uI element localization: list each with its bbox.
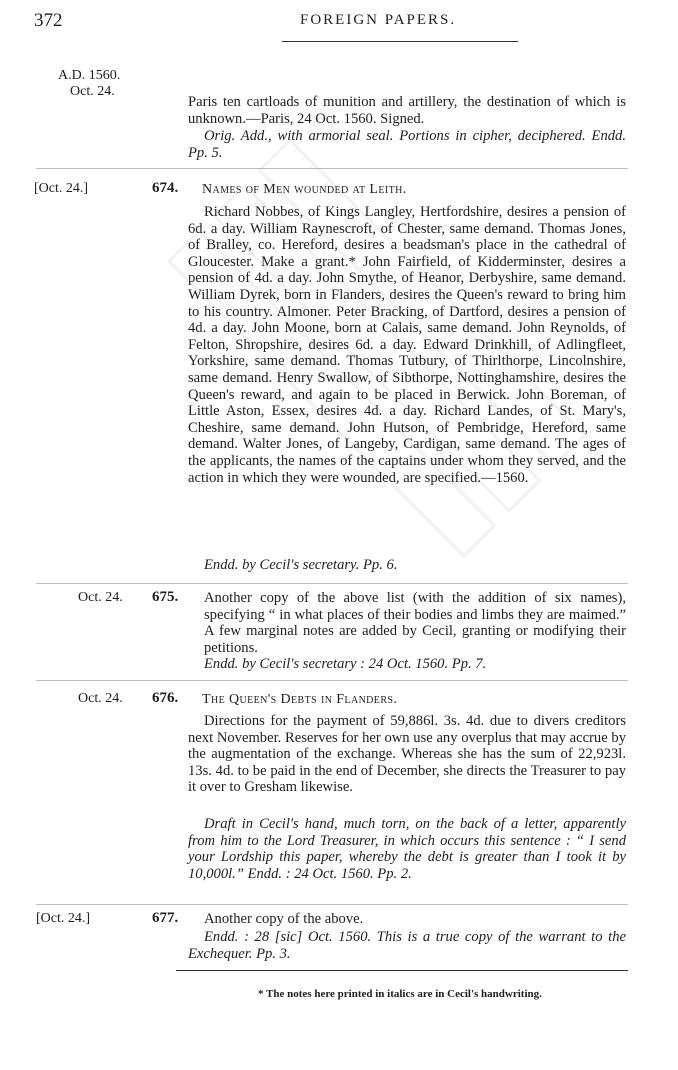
entry-separator: [36, 904, 628, 905]
header-rule: [282, 41, 518, 42]
footnote: * The notes here printed in italics are in Cecil's handwriting.: [258, 988, 542, 1000]
entry-separator: [36, 168, 628, 169]
entry-separator: [36, 583, 628, 584]
entry-677-body: Another copy of the above.: [204, 911, 364, 927]
entry-677-date: [Oct. 24.]: [36, 911, 91, 926]
entry-675-body: Another copy of the above list (with the addition of six names), specifying “ in what places of their bodies and limbs they are maimed.” A few marginal notes are added by Cecil, granting or modifying their petitions.: [204, 590, 626, 656]
entry-675-number: 675.: [152, 589, 179, 605]
entry-674-title: Names of Men wounded at Leith.: [202, 182, 407, 197]
entry-676-note: Draft in Cecil's hand, much torn, on the back of a letter, apparently from him to the Lord Treasurer, in which occurs this sentence : “ I send your Lordship this paper, whereby the debt is greater than I took it by 10,000l.” Endd. : 24 Oct. 1560. Pp. 2.: [188, 816, 626, 882]
entry-677-number: 677.: [152, 910, 179, 926]
entry-676-number: 676.: [152, 690, 179, 706]
margin-date: Oct. 24.: [70, 84, 115, 99]
entry-676-body: Directions for the payment of 59,886l. 3s. 4d. due to divers creditors next November. Reserves for her own use any overplus that may accrue by the augmentation of the exchange. Whereas she has the sum of 22,923l. 13s. 4d. to be paid in the end of December, she directs the Treasurer to pay it over to Gresham likewise.: [188, 713, 626, 796]
entry-674-number: 674.: [152, 180, 179, 196]
entry-676-date: Oct. 24.: [78, 691, 123, 706]
entry-674-date: [Oct. 24.]: [34, 181, 89, 196]
entry-677-note: Endd. : 28 [sic] Oct. 1560. This is a true copy of the warrant to the Exchequer. Pp. 3.: [188, 929, 626, 962]
entry-674-body: Richard Nobbes, of Kings Langley, Hertfordshire, desires a pension of 6d. a day. William Raynescroft, of Chester, same demand. Thomas Jones, of Bralley, co. Hereford, desires a beadsman's place in the cathedral of Gloucester. Make a grant.* John Fairfield, of Kidderminster, desires a pension of 4d. a day. John Smythe, of Heanor, Derbyshire, same demand. William Dyrek, born in Flanders, desires the Queen's reward to bring him to his country. Almoner. Peter Bracking, of Dartford, desires a pension of 4d. a day. John Moone, born at Calais, same demand. John Reynolds, of Felton, Shropshire, desires 6d. a day. Edward Drinkhill, of Adlingfleet, Yorkshire, same demand. Thomas Tutbury, of Thirlthorpe, Lincolnshire, same demand. Henry Swallow, of Sibthorpe, Nottinghamshire, desires the Queen's reward, and again to be placed in Berwick. John Boreman, of Little Aston, Essex, desires 4d. a day. Richard Landes, of St. Mary's, Cheshire, same demand. John Hutson, of Pembridge, Hereford, same demand. Walter Jones, of Langeby, Cardigan, same demand. The ages of the applicants, the names of the captains under whom they served, and the action in which they were wounded, are specified.—1560.: [188, 204, 626, 486]
entry-675-date: Oct. 24.: [78, 590, 123, 605]
page-number: 372: [34, 10, 63, 31]
entry-674-note: Endd. by Cecil's secretary. Pp. 6.: [204, 557, 398, 573]
running-head: FOREIGN PAPERS.: [300, 12, 457, 28]
entry-675-note: Endd. by Cecil's secretary : 24 Oct. 1560. Pp. 7.: [204, 656, 487, 672]
continuation-text: Paris ten cartloads of munition and artillery, the destination of which is unknown.—Paris, 24 Oct. 1560. Signed.: [188, 94, 626, 127]
continuation-note: Orig. Add., with armorial seal. Portions in cipher, deciphered. Endd. Pp. 5.: [188, 128, 626, 161]
footnote-rule: [176, 970, 628, 971]
entry-separator: [36, 680, 628, 681]
margin-year: A.D. 1560.: [58, 68, 121, 83]
entry-676-title: The Queen's Debts in Flanders.: [202, 692, 398, 707]
